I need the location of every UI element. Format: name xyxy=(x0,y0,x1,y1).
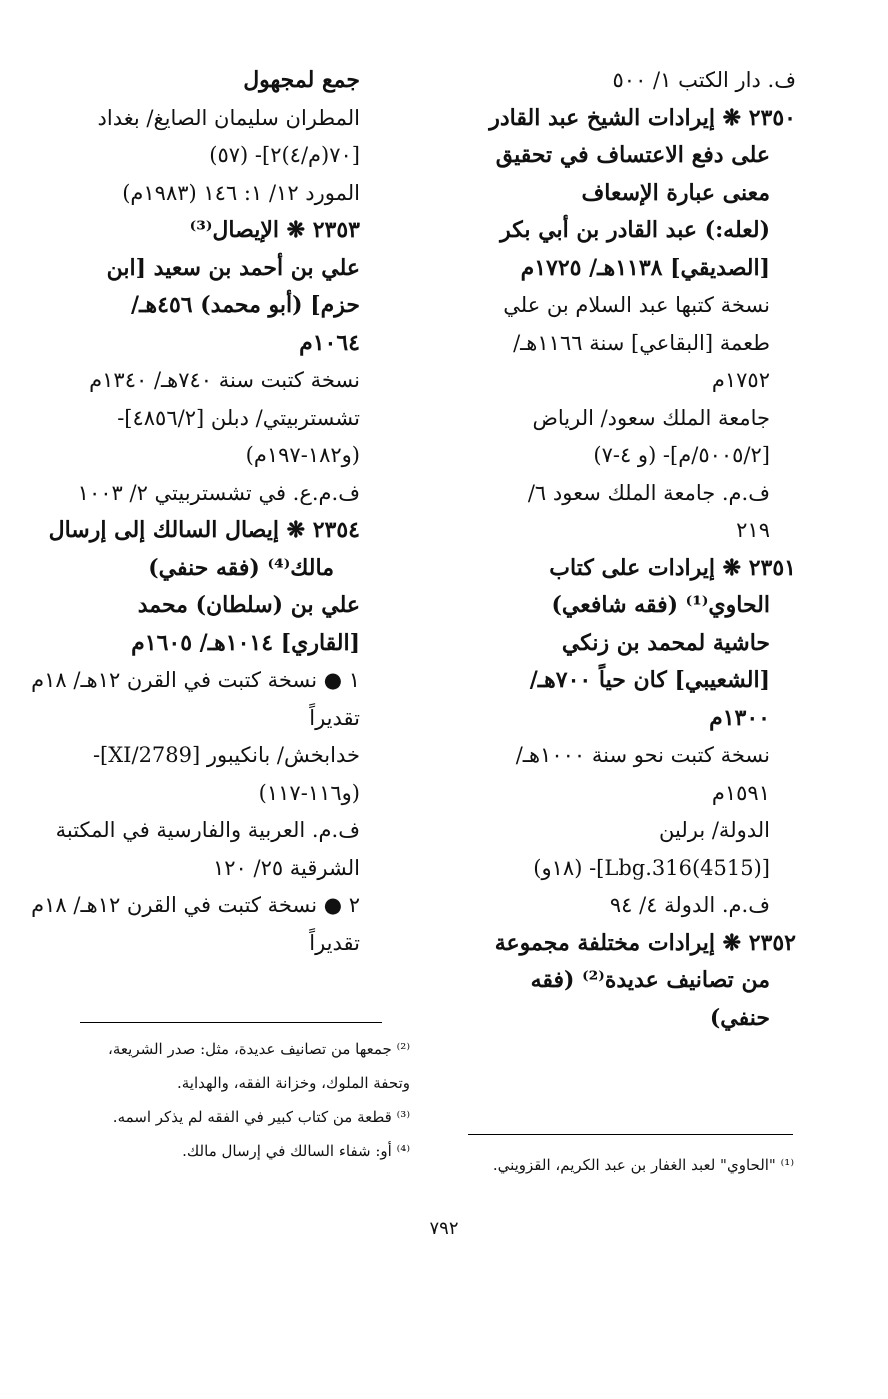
entry-heading-line: ٢٣٥٢ ❋ إيرادات مختلفة مجموعة xyxy=(494,929,796,956)
entry-heading-line: من تصانيف عديدة⁽²⁾ (فقه xyxy=(530,967,770,993)
entry-heading-line: حاشية لمحمد بن زنكي xyxy=(561,629,770,656)
entry-heading-line: حزم] (أبو محمد) ٤٥٦هـ/ xyxy=(131,292,360,318)
right-column xyxy=(456,62,796,1037)
entry-heading-line: جمع لمجهول xyxy=(243,67,360,93)
entry-heading-line: علي بن أحمد بن سعيد [ابن xyxy=(106,254,360,281)
entry-text-line: ف.م. جامعة الملك سعود ٦/ xyxy=(527,480,770,505)
entry-text-line: ١ ● نسخة كتبت في القرن ١٢هـ/ ١٨م xyxy=(31,668,360,692)
entry-heading-line: [الصديقي] ١١٣٨هـ/ ١٧٢٥م xyxy=(520,254,770,281)
entry-heading-line: [الشعيبي] كان حياً ٧٠٠هـ/ xyxy=(529,667,770,693)
entry-text-line: تقديراً xyxy=(309,705,360,730)
entry-text-line: (و١٨٢-١٩٧م) xyxy=(245,443,360,467)
entry-text-line: خدابخش/ بانكيبور [2789/XI]- xyxy=(92,743,360,767)
entry-text-line: ٢١٩ xyxy=(736,518,770,542)
entry-text-line: الشرقية ٢٥/ ١٢٠ xyxy=(212,855,360,880)
footnote-line: ⁽³⁾ قطعة من كتاب كبير في الفقه لم يذكر اسمه. xyxy=(112,1108,410,1126)
entry-heading-line: ٢٣٥١ ❋ إيرادات على كتاب xyxy=(549,554,796,581)
entry-heading-line: [القاري] ١٠١٤هـ/ ١٦٠٥م xyxy=(131,629,360,656)
page-number: ٧٩٢ xyxy=(429,1218,459,1239)
footnote-rule-left xyxy=(80,1022,382,1023)
entry-text-line: نسخة كتبت نحو سنة ١٠٠٠هـ/ xyxy=(515,743,770,767)
entry-heading-line: ١٠٦٤م xyxy=(299,329,360,356)
entry-text-line: ف.م. العربية والفارسية في المكتبة xyxy=(55,818,360,842)
entry-text-line: المطران سليمان الصايغ/ بغداد xyxy=(97,105,360,130)
entry-heading-line: ٢٣٥٠ ❋ إيرادات الشيخ عبد القادر xyxy=(489,104,796,131)
entry-heading-line: معنى عبارة الإسعاف xyxy=(581,179,770,206)
entry-heading-line: (لعله:) عبد القادر بن أبي بكر xyxy=(500,217,770,243)
entry-heading-line: ١٣٠٠م xyxy=(709,704,770,731)
entry-text-line: نسخة كتبها عبد السلام بن علي xyxy=(503,293,770,317)
entry-text-line: تقديراً xyxy=(309,930,360,955)
entry-heading-line: حنفي) xyxy=(709,1004,770,1031)
entry-heading-line: ٢٣٥٣ ❋ الإيصال⁽³⁾ xyxy=(189,217,360,243)
entry-text-line: ١٥٩١م xyxy=(711,780,770,805)
entry-heading-line: على دفع الاعتساف في تحقيق xyxy=(495,142,770,168)
footnote-line: ⁽⁴⁾ أو: شفاء السالك في إرسال مالك. xyxy=(182,1142,410,1160)
entry-text-line: تشستربيتي/ دبلن [٤٨٥٦/٢]- xyxy=(117,405,360,430)
entry-text-line: ف.م.ع. في تشستربيتي ٢/ ١٠٠٣ xyxy=(77,480,360,505)
footnote-line: ⁽¹⁾ "الحاوي" لعبد الغفار بن عبد الكريم، القزويني. xyxy=(492,1156,794,1174)
entry-text-line: [Lbg.316(4515)]- (١٨و) xyxy=(533,855,770,880)
entry-heading-line: الحاوي⁽¹⁾ (فقه شافعي) xyxy=(551,592,770,618)
entry-text-line: (و١١٦-١١٧) xyxy=(258,780,360,805)
entry-text-line: ٢ ● نسخة كتبت في القرن ١٢هـ/ ١٨م xyxy=(31,893,360,917)
footnote-rule-right xyxy=(468,1134,793,1135)
entry-heading-line: علي بن (سلطان) محمد xyxy=(137,592,360,618)
footnotes-left xyxy=(90,1032,410,1168)
entry-text-line: نسخة كتبت سنة ٧٤٠هـ/ ١٣٤٠م xyxy=(89,368,360,392)
entry-text-line: ف. دار الكتب ١/ ٥٠٠ xyxy=(612,68,796,92)
entry-text-line: ف.م. الدولة ٤/ ٩٤ xyxy=(609,893,770,917)
footnotes-right xyxy=(454,1148,794,1182)
footnote-line: ⁽²⁾ جمعها من تصانيف عديدة، مثل: صدر الشريعة، xyxy=(108,1040,410,1058)
entry-text-line: المورد ١٢/ ١: ١٤٦ (١٩٨٣م) xyxy=(122,180,360,205)
entry-text-line: طعمة [البقاعي] سنة ١١٦٦هـ/ xyxy=(513,330,770,355)
left-column xyxy=(31,62,360,962)
entry-heading-line: ٢٣٥٤ ❋ إيصال السالك إلى إرسال xyxy=(48,517,360,543)
footnote-line: وتحفة الملوك، وخزانة الفقه، والهداية. xyxy=(176,1074,410,1092)
entry-text-line: جامعة الملك سعود/ الرياض xyxy=(532,405,770,430)
entry-text-line: ١٧٥٢م xyxy=(711,368,770,392)
entry-heading-line: مالك⁽⁴⁾ (فقه حنفي) xyxy=(148,554,334,581)
entry-text-line: الدولة/ برلين xyxy=(659,818,770,842)
entry-text-line: [٧٠(م/٤)٢]- (٥٧) xyxy=(209,143,360,167)
entry-text-line: [٥٠٠٥/٢/م]- (و ٤-٧) xyxy=(593,443,770,467)
